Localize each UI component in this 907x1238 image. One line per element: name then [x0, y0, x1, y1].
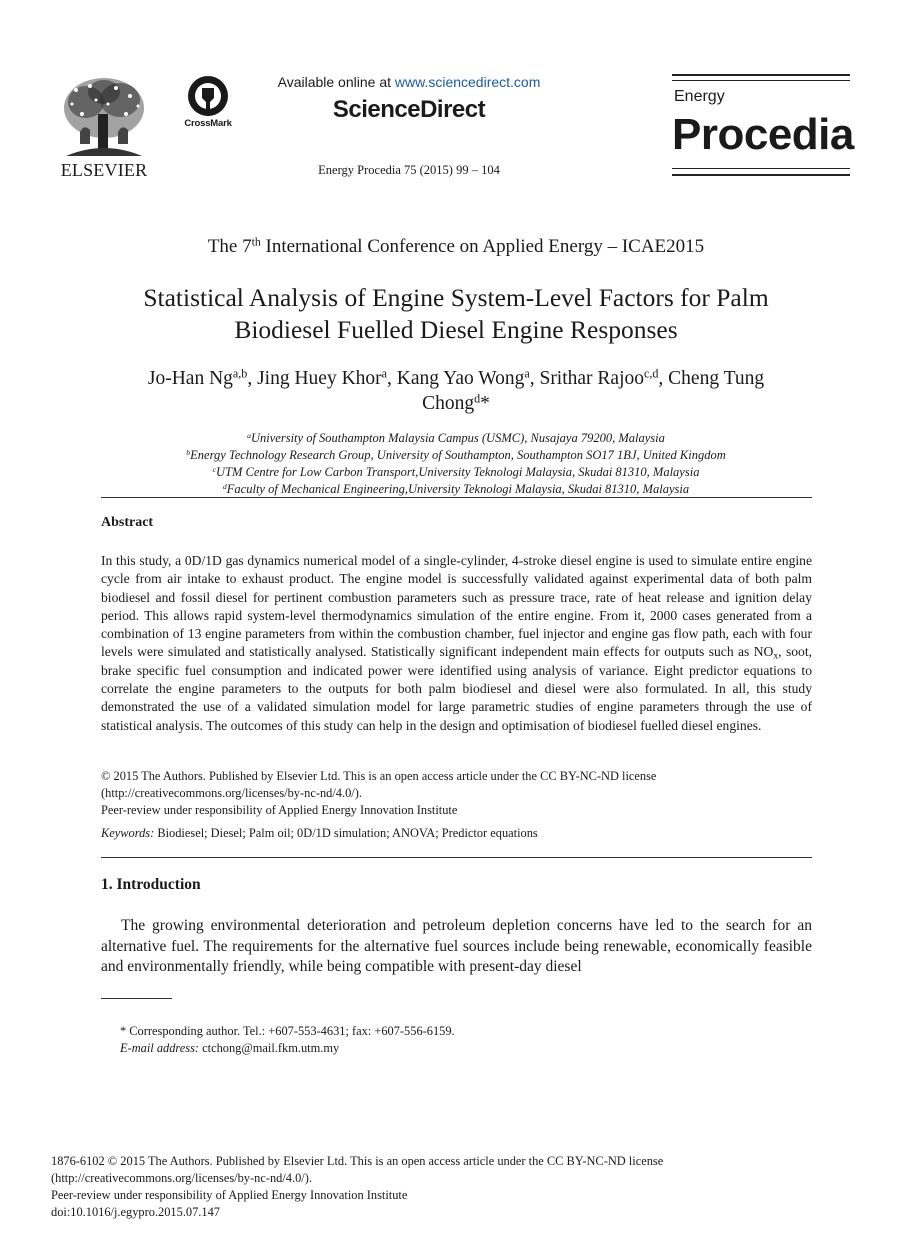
- affiliation-a: $^a$University of Southampton Malaysia Campus (USMC), Nusajaya 79200, Malaysia: [247, 430, 665, 445]
- author-4: Srithar Rajoo: [539, 368, 644, 389]
- affiliations: [90, 430, 822, 498]
- keywords: [101, 825, 812, 842]
- paper-title: [80, 282, 832, 346]
- abstract-body: In this study, a 0D/1D gas dynamics numerical model of a single-cylinder, 4-stroke diesel engine is used to simulate entire engine cycle from air intake to exhaust product. The engine model is successfully validated against experimental data of both palm biodiesel and fossil diesel for pertinent combustion parameters such as pressure trace, rate of heat release and ignition delay period. This allows rapid system-level thermodynamics simulation of the entire engine. From it, 2000 cases generated from a combination of 13 engine parameters from within the combustion chamber, fuel injector and engine gas flow path, each with four levels were simulated and statistically analysed. Statistically significant independent main effects for outputs such as $NO_x$, soot, brake specific fuel consumption and indicated power were identified using analysis of variance. Eight predictor equations to correlate the engine parameters to the outputs for both palm biodiesel and diesel were also formulated. In all, this study demonstrated the use of a validated simulation model for large parametric studies of engine parameters through the use of statistical analysis. The outcomes of this study can help in the design and optimisation of biodiesel fuelled diesel engines.: [101, 553, 812, 733]
- crossmark-badge[interactable]: [180, 74, 236, 132]
- author-list: [100, 366, 812, 416]
- footer-issn-line: 1876-6102 © 2015 The Authors. Published by Elsevier Ltd. This is an open access article under the CC BY-NC-ND license: [51, 1154, 664, 1168]
- divider-bottom: [101, 857, 812, 858]
- peer-review-note: Peer-review under responsibility of Applied Energy Innovation Institute: [101, 803, 458, 817]
- affiliation-b: $^b$Energy Technology Research Group, University of Southampton, Southampton SO17 1BJ, United Kingdom: [186, 447, 726, 462]
- journal-small: Energy: [674, 88, 725, 105]
- footer-peer-review: Peer-review under responsibility of Applied Energy Innovation Institute: [51, 1188, 408, 1202]
- affiliation-d: $^d$Faculty of Mechanical Engineering,University Teknologi Malaysia, Skudai 81310, Malaysia: [222, 481, 690, 496]
- doi-link[interactable]: doi:10.1016/j.egypro.2015.07.147: [51, 1205, 220, 1219]
- author-5: Cheng Tung: [668, 368, 765, 389]
- energy-procedia-logo: [672, 74, 852, 178]
- crossmark-label: CrossMark: [184, 118, 232, 129]
- keywords-label: Keywords:: [101, 826, 155, 840]
- affiliation-c: $^c$UTM Centre for Low Carbon Transport,University Teknologi Malaysia, Skudai 81310, Malaysia: [212, 464, 700, 479]
- paper-title-line2: Biodiesel Fuelled Diesel Engine Responses: [234, 315, 678, 344]
- introduction-body: The growing environmental deterioration and petroleum depletion concerns have led to the search for an alternative fuel. The requirements for the alternative fuel sources include being renewable, economically feasible and environmentally friendly, while being compatible with present-day diesel: [101, 917, 812, 975]
- elsevier-tree-icon: [56, 74, 152, 160]
- footer-license-link[interactable]: (http://creativecommons.org/licenses/by-nc-nd/4.0/).: [51, 1171, 312, 1185]
- paper-title-line1: Statistical Analysis of Engine System-Level Factors for Palm: [143, 283, 769, 312]
- author-3: Kang Yao Wong: [396, 368, 525, 389]
- available-prefix: Available online at: [277, 74, 395, 90]
- publisher-name: ELSEVIER: [60, 160, 148, 180]
- email-label: E-mail address:: [120, 1041, 200, 1055]
- journal-citation: Energy Procedia 75 (2015) 99 – 104: [318, 163, 500, 177]
- sciencedirect-url-link[interactable]: www.sciencedirect.com: [394, 74, 541, 90]
- divider-top: [101, 497, 812, 498]
- footnote: [120, 1023, 810, 1057]
- elsevier-logo: [56, 74, 152, 178]
- available-online: [250, 74, 568, 90]
- author-line1: Jo-Han Ng$^{a,b}$, Jing Huey Khor$^a$, Kang Yao Wong$^a$, Srithar Rajoo$^{c,d}$, Cheng Tung: [147, 366, 765, 389]
- author-line2: Chong$^d$*: [422, 391, 490, 414]
- author-5-surname: Chong: [422, 393, 475, 414]
- author-1: Jo-Han Ng: [147, 368, 233, 389]
- page-footer: [51, 1153, 811, 1221]
- journal-big: Procedia: [672, 110, 854, 159]
- abstract-heading: Abstract: [101, 515, 154, 530]
- copyright-line1: © 2015 The Authors. Published by Elsevier Ltd. This is an open access article under the CC BY-NC-ND license: [101, 769, 657, 783]
- section-heading-introduction: 1. Introduction: [101, 876, 201, 893]
- corresponding-author: * Corresponding author. Tel.: +607-553-4631; fax: +607-556-6159.: [120, 1024, 455, 1038]
- conference-line: The 7th International Conference on Applied Energy – ICAE2015: [207, 235, 705, 257]
- crossmark-icon: [180, 74, 236, 118]
- copyright-block: [101, 768, 812, 819]
- license-link[interactable]: (http://creativecommons.org/licenses/by-nc-nd/4.0/).: [101, 786, 362, 800]
- footnote-rule: [101, 998, 172, 999]
- email-link[interactable]: ctchong@mail.fkm.utm.my: [199, 1041, 340, 1055]
- author-2: Jing Huey Khor: [257, 368, 382, 389]
- sciencedirect-wordmark: ScienceDirect: [332, 96, 486, 123]
- keywords-text: Biodiesel; Diesel; Palm oil; 0D/1D simulation; ANOVA; Predictor equations: [154, 826, 538, 840]
